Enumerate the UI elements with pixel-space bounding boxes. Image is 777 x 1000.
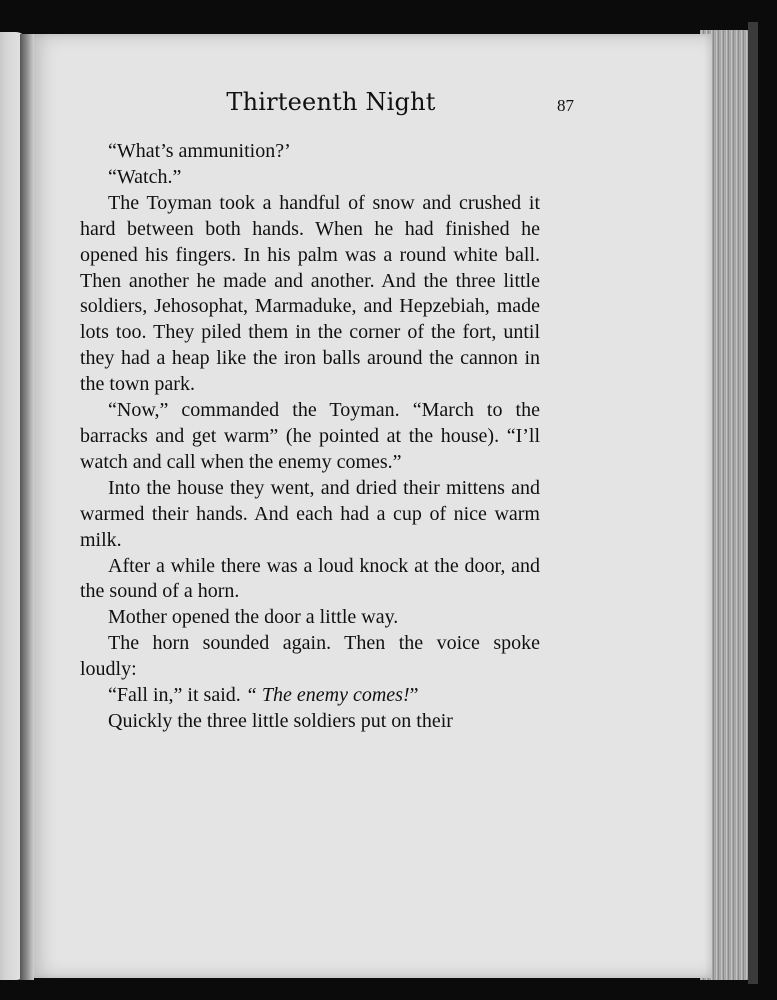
- running-head: Thirteenth Night: [226, 88, 436, 116]
- quote-lead: “Fall in,” it said.: [108, 684, 246, 707]
- paragraph: Mother opened the door a little way.: [108, 606, 399, 629]
- body-text: [80, 139, 540, 735]
- paragraph: Into the house they went, and dried their mittens and warmed their hands. And each had a cup of nice warm milk.: [80, 476, 540, 551]
- gutter-shadow: [20, 34, 34, 980]
- paragraph: “What’s ammunition?’: [108, 140, 291, 162]
- italic-quote: “ The enemy comes!: [245, 684, 410, 707]
- paragraph: [80, 683, 540, 709]
- paragraph: After a while there was a loud knock at the door, and the sound of a horn.: [80, 554, 540, 603]
- book-cover-edge: [748, 22, 758, 984]
- paragraph: “Now,” commanded the Toyman. “March to the barracks and get warm” (he pointed at the house). “I’ll watch and call when the enemy comes.”: [80, 399, 540, 473]
- paragraph: The horn sounded again. Then the voice spoke loudly:: [80, 632, 540, 681]
- page-number: 87: [557, 96, 574, 115]
- paragraph: “Watch.”: [108, 165, 182, 188]
- page-header: [88, 88, 574, 128]
- quote-tail: ”: [409, 684, 419, 707]
- paragraph: Quickly the three little soldiers put on their: [108, 709, 453, 732]
- paragraph: The Toyman took a handful of snow and crushed it hard between both hands. When he had finished he opened his fingers. In his palm was a round white ball. Then another he made and another. And the three little soldiers, Jehosophat, Marmaduke, and Hepzebiah, made lots too. They piled them in the corner of the fort, until they had a heap like the iron balls around the cannon in the town park.: [80, 191, 540, 396]
